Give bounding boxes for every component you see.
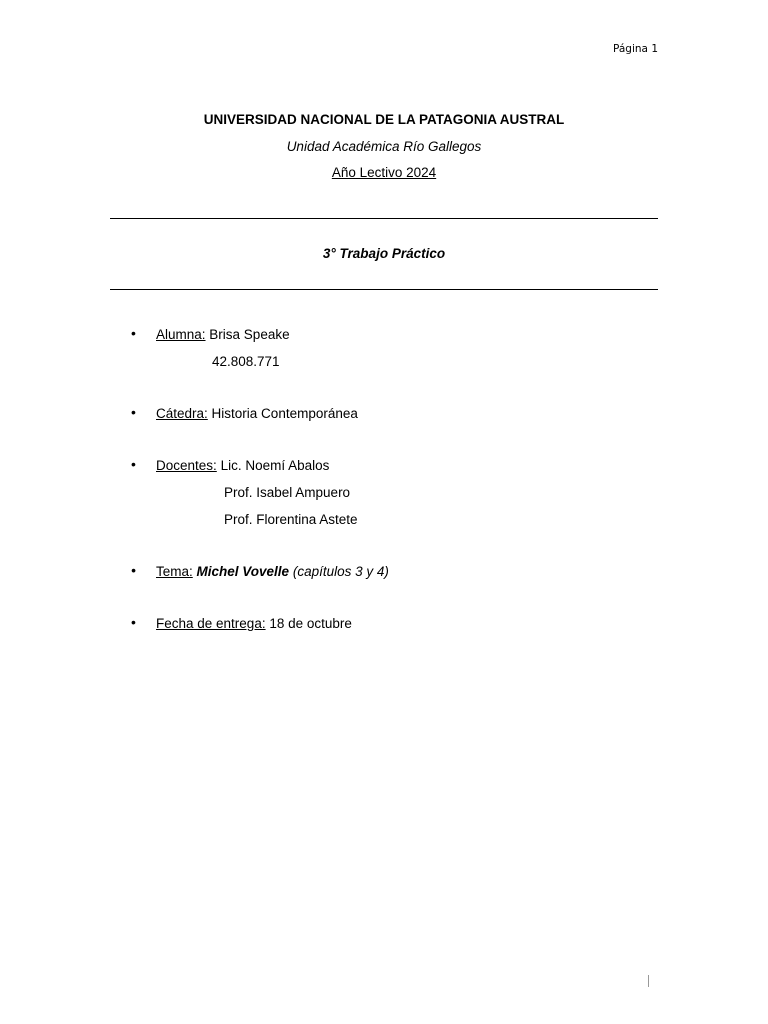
divider-bottom xyxy=(110,289,658,290)
docente-name: Prof. Isabel Ampuero xyxy=(224,485,351,500)
tema-author: Michel Vovelle xyxy=(196,564,290,579)
bullet-icon: • xyxy=(131,562,136,578)
page-number: Página 1 xyxy=(613,43,658,55)
alumna-label: Alumna: xyxy=(156,327,206,342)
fecha-label: Fecha de entrega: xyxy=(156,616,266,631)
bullet-icon: • xyxy=(131,325,136,341)
docentes-label: Docentes: xyxy=(156,458,217,473)
tema-detail: (capítulos 3 y 4) xyxy=(292,564,389,579)
docente-name: Prof. Florentina Astete xyxy=(224,512,358,527)
docentes-line xyxy=(156,458,329,473)
text-cursor xyxy=(648,975,649,987)
bullet-icon: • xyxy=(131,404,136,420)
fecha-line xyxy=(156,616,352,631)
bullet-icon: • xyxy=(131,614,136,630)
tema-label: Tema: xyxy=(156,564,193,579)
assignment-title: 3° Trabajo Práctico xyxy=(322,246,446,261)
catedra-line xyxy=(156,406,358,421)
alumna-value: Brisa Speake xyxy=(209,327,290,342)
catedra-label: Cátedra: xyxy=(156,406,208,421)
alumna-line xyxy=(156,327,290,342)
academic-unit: Unidad Académica Río Gallegos xyxy=(286,139,482,154)
university-title: UNIVERSIDAD NACIONAL DE LA PATAGONIA AUSTRAL xyxy=(203,112,565,127)
divider-top xyxy=(110,218,658,219)
catedra-value: Historia Contemporánea xyxy=(211,406,358,421)
fecha-value: 18 de octubre xyxy=(269,616,352,631)
tema-line xyxy=(156,564,389,579)
school-year xyxy=(0,165,768,180)
school-year-text: Año Lectivo 2024 xyxy=(331,165,437,180)
bullet-icon: • xyxy=(131,456,136,472)
alumna-id: 42.808.771 xyxy=(212,354,280,369)
docente-name: Lic. Noemí Abalos xyxy=(220,458,330,473)
